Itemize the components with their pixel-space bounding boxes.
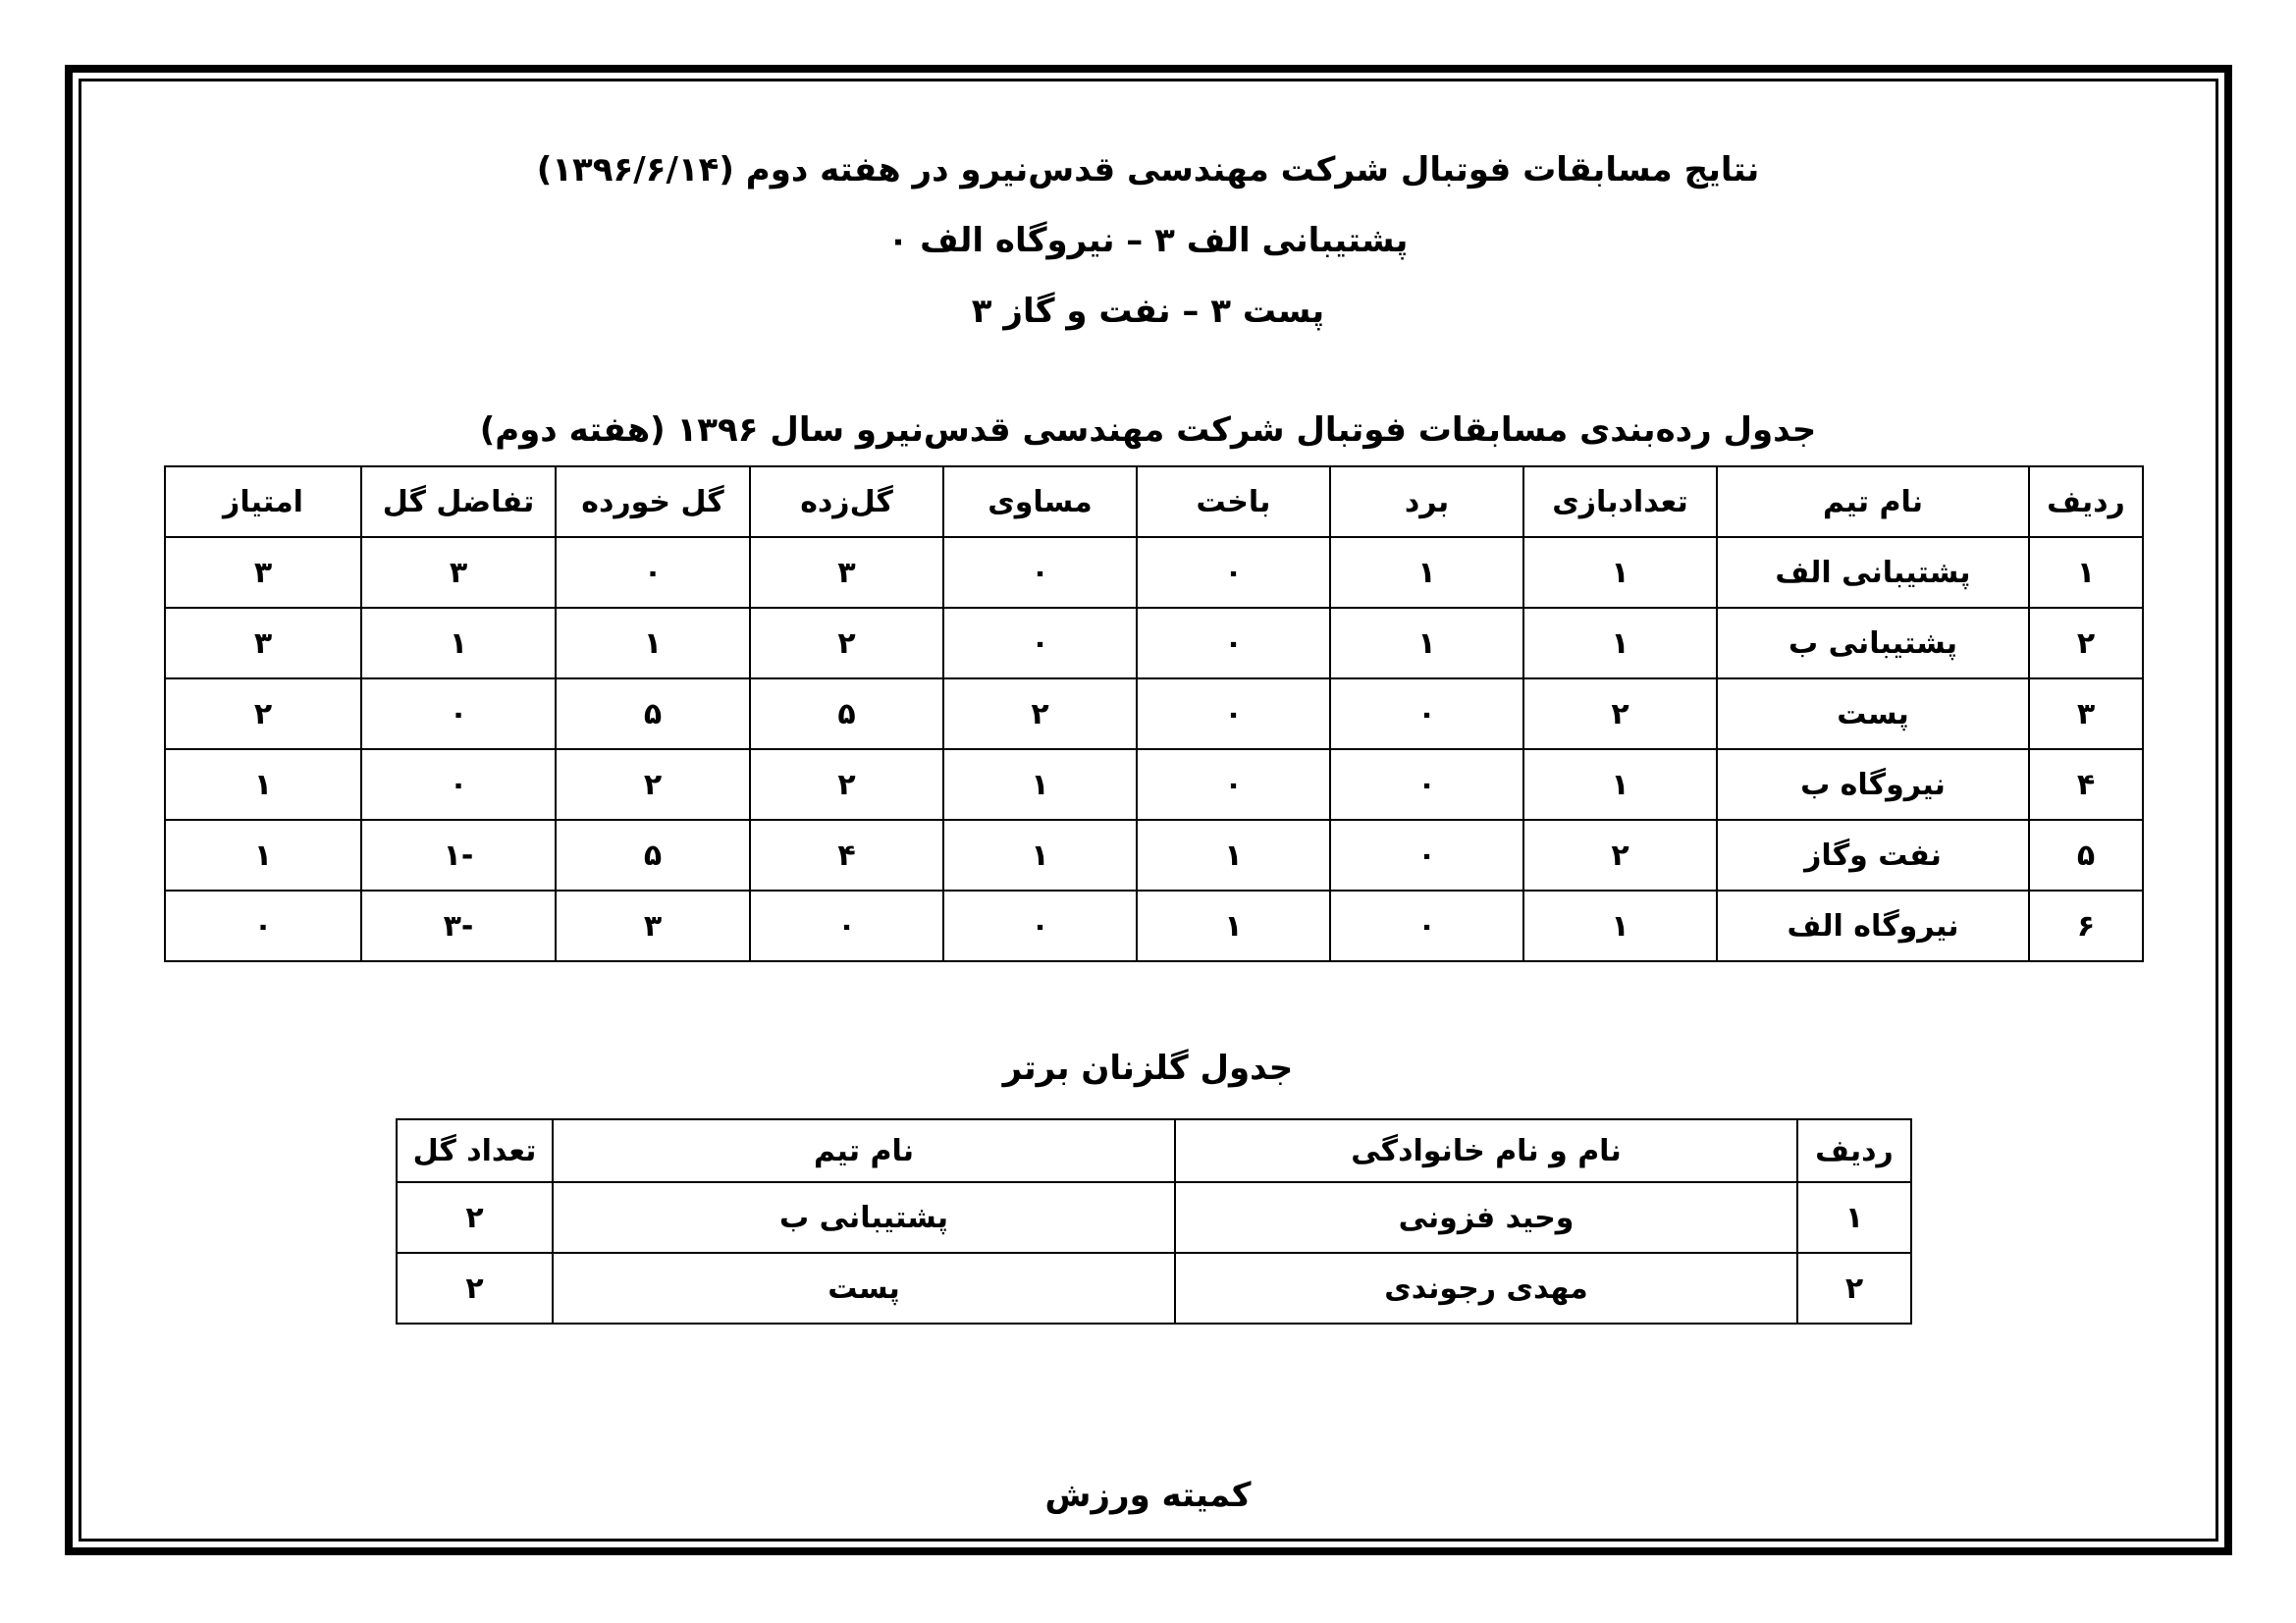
col-rank: ردیف (1797, 1119, 1911, 1182)
col-team: نام تیم (1717, 466, 2029, 537)
table-row (165, 608, 2143, 678)
col-drawn: مساوی (943, 466, 1137, 537)
col-points: امتیاز (165, 466, 361, 537)
cell-rank: ۶ (2029, 891, 2143, 961)
col-player-name: نام و نام خانوادگی (1175, 1119, 1797, 1182)
cell-points: ۲ (165, 678, 361, 749)
cell-goal-difference: ۰ (361, 678, 556, 749)
cell-points: ۳ (165, 537, 361, 608)
cell-team: پشتیبانی ب (553, 1182, 1175, 1253)
cell-lost: ۰ (1137, 608, 1330, 678)
cell-goals-for: ۵ (750, 678, 943, 749)
cell-drawn: ۰ (943, 537, 1137, 608)
cell-goals-against: ۵ (556, 820, 750, 891)
cell-goal-difference: -۱ (361, 820, 556, 891)
match-result-2: پست ۳ – نفت و گاز ۳ (971, 292, 1325, 331)
cell-goals-for: ۴ (750, 820, 943, 891)
cell-team: نفت وگاز (1717, 820, 2029, 891)
cell-won: ۰ (1330, 678, 1523, 749)
table-row (397, 1182, 1911, 1253)
cell-team: پست (553, 1253, 1175, 1324)
cell-team: نیروگاه ب (1717, 749, 2029, 820)
cell-rank: ۴ (2029, 749, 2143, 820)
cell-goal-count: ۲ (397, 1253, 553, 1324)
cell-played: ۱ (1523, 749, 1717, 820)
cell-goal-difference: ۱ (361, 608, 556, 678)
signature: کمیته ورزش (1044, 1476, 1252, 1515)
cell-lost: ۱ (1137, 891, 1330, 961)
cell-player-name: مهدی رجوندی (1175, 1253, 1797, 1324)
cell-player-name: وحید فزونی (1175, 1182, 1797, 1253)
cell-won: ۰ (1330, 749, 1523, 820)
cell-won: ۱ (1330, 537, 1523, 608)
cell-rank: ۲ (1797, 1253, 1911, 1324)
cell-goals-against: ۲ (556, 749, 750, 820)
cell-goals-against: ۳ (556, 891, 750, 961)
cell-goal-difference: ۳ (361, 537, 556, 608)
cell-played: ۱ (1523, 608, 1717, 678)
match-result-1: پشتیبانی الف ۳ – نیروگاه الف ۰ (887, 221, 1409, 260)
cell-points: ۱ (165, 749, 361, 820)
cell-drawn: ۱ (943, 749, 1137, 820)
cell-won: ۱ (1330, 608, 1523, 678)
cell-played: ۱ (1523, 537, 1717, 608)
standings-table (164, 465, 2144, 962)
cell-rank: ۲ (2029, 608, 2143, 678)
table-row (165, 537, 2143, 608)
col-lost: باخت (1137, 466, 1330, 537)
cell-drawn: ۲ (943, 678, 1137, 749)
cell-drawn: ۱ (943, 820, 1137, 891)
cell-played: ۲ (1523, 820, 1717, 891)
cell-goals-for: ۳ (750, 537, 943, 608)
cell-goals-against: ۵ (556, 678, 750, 749)
col-goals-for: گل‌زده (750, 466, 943, 537)
cell-goals-for: ۲ (750, 608, 943, 678)
cell-points: ۰ (165, 891, 361, 961)
cell-drawn: ۰ (943, 891, 1137, 961)
cell-rank: ۳ (2029, 678, 2143, 749)
cell-played: ۱ (1523, 891, 1717, 961)
cell-goals-against: ۰ (556, 537, 750, 608)
cell-rank: ۱ (2029, 537, 2143, 608)
table-row (165, 891, 2143, 961)
cell-team: پشتیبانی الف (1717, 537, 2029, 608)
results-title: نتایج مسابقات فوتبال شرکت مهندسی قدس‌نیرو در هفته دوم (۱۳۹۶/۶/۱۴) (536, 150, 1760, 189)
cell-goal-count: ۲ (397, 1182, 553, 1253)
cell-goal-difference: ۰ (361, 749, 556, 820)
cell-lost: ۰ (1137, 749, 1330, 820)
cell-won: ۰ (1330, 891, 1523, 961)
col-goal-count: تعداد گل (397, 1119, 553, 1182)
cell-points: ۳ (165, 608, 361, 678)
cell-rank: ۱ (1797, 1182, 1911, 1253)
table-row (165, 678, 2143, 749)
cell-rank: ۵ (2029, 820, 2143, 891)
standings-header-row (165, 466, 2143, 537)
cell-lost: ۱ (1137, 820, 1330, 891)
cell-team: پست (1717, 678, 2029, 749)
col-goal-difference: تفاضل گل (361, 466, 556, 537)
cell-points: ۱ (165, 820, 361, 891)
col-team: نام تیم (553, 1119, 1175, 1182)
cell-goals-for: ۰ (750, 891, 943, 961)
cell-played: ۲ (1523, 678, 1717, 749)
cell-won: ۰ (1330, 820, 1523, 891)
col-played: تعدادبازی (1523, 466, 1717, 537)
cell-goals-against: ۱ (556, 608, 750, 678)
cell-lost: ۰ (1137, 678, 1330, 749)
cell-team: پشتیبانی ب (1717, 608, 2029, 678)
scorers-header-row (397, 1119, 1911, 1182)
table-row (165, 820, 2143, 891)
table-row (165, 749, 2143, 820)
cell-team: نیروگاه الف (1717, 891, 2029, 961)
cell-goals-for: ۲ (750, 749, 943, 820)
col-won: برد (1330, 466, 1523, 537)
scorers-title: جدول گلزنان برتر (1002, 1049, 1294, 1088)
col-rank: ردیف (2029, 466, 2143, 537)
top-scorers-table (396, 1118, 1912, 1325)
standings-title: جدول رده‌بندی مسابقات فوتبال شرکت مهندسی قدس‌نیرو سال ۱۳۹۶ (هفته دوم) (479, 410, 1817, 450)
col-goals-against: گل خورده (556, 466, 750, 537)
table-row (397, 1253, 1911, 1324)
cell-drawn: ۰ (943, 608, 1137, 678)
cell-lost: ۰ (1137, 537, 1330, 608)
cell-goal-difference: -۳ (361, 891, 556, 961)
